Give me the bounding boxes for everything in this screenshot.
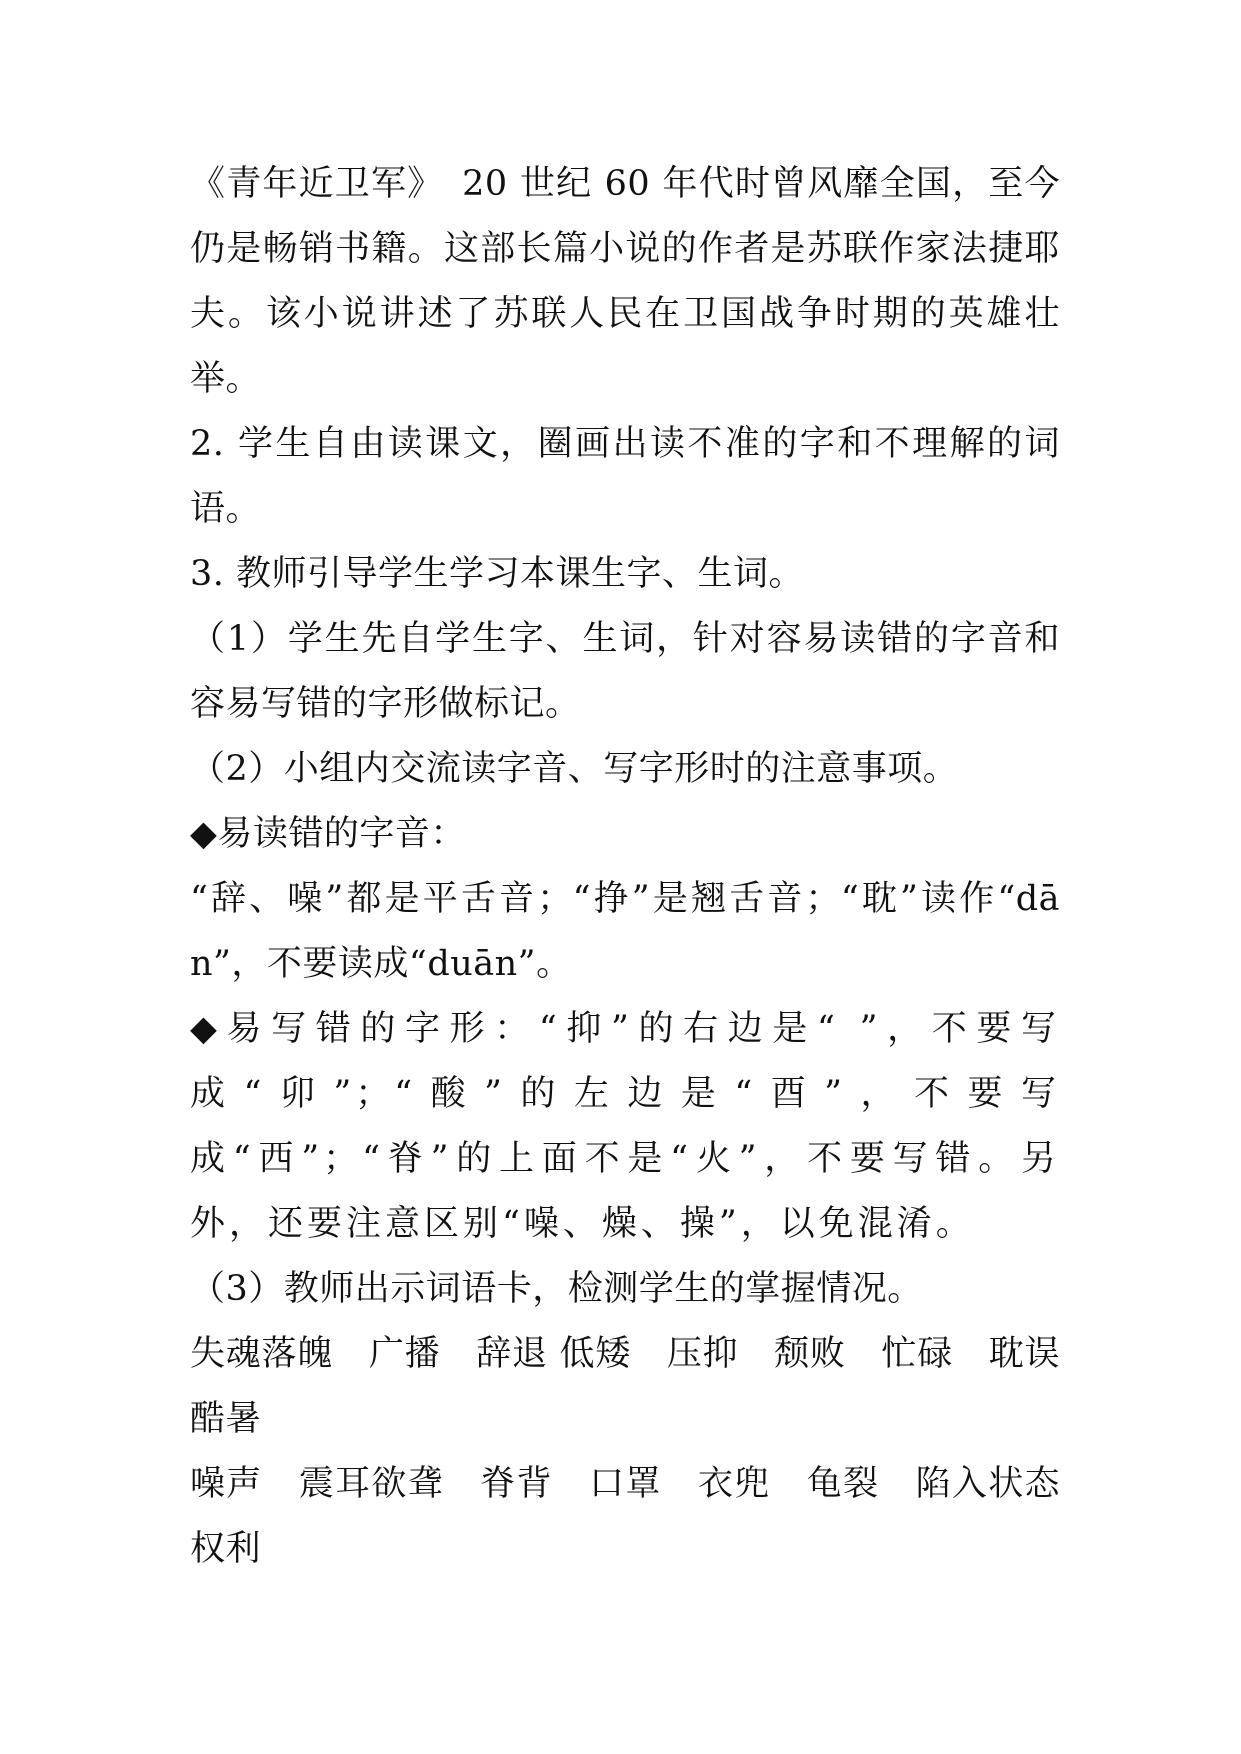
writing-notes: ◆易写错的字形：“抑”的右边是“ ”，不要写成“卯”；“酸”的左边是“酉”，不要写成“西”；“脊”的上面不是“火”，不要写错。另外，还要注意区别“噪、燥、操”，以免混淆。: [190, 1009, 1060, 1244]
pronunciation-heading: ◆易读错的字音：: [190, 814, 466, 854]
step-3-paragraph: 3. 教师引导学生学习本课生字、生词。: [190, 554, 805, 594]
substep-1-paragraph: （1）学生先自学生字、生词，针对容易读错的字音和容易写错的字形做标记。: [190, 619, 1060, 724]
pronunciation-notes: “辞、噪”都是平舌音；“挣”是翘舌音；“耽”读作“dān”，不要读成“duān”。: [190, 879, 1060, 984]
substep-2-paragraph: （2）小组内交流读字音、写字形时的注意事项。: [190, 749, 959, 789]
word-list-2: 噪声 震耳欲聋 脊背 口罩 衣兜 龟裂 陷入状态 权利: [190, 1464, 1096, 1569]
intro-paragraph: 《青年近卫军》 20 世纪 60 年代时曾风靡全国，至今仍是畅销书籍。这部长篇小说的作者是苏联作家法捷耶夫。该小说讲述了苏联人民在卫国战争时期的英雄壮举。: [190, 164, 1060, 399]
word-list-1: 失魂落魄 广播 辞退 低矮 压抑 颓败 忙碌 耽误 酷暑: [190, 1334, 1096, 1439]
step-2-paragraph: 2. 学生自由读课文，圈画出读不准的字和不理解的词语。: [190, 424, 1060, 529]
document-page: [190, 152, 1096, 1582]
substep-3-paragraph: （3）教师出示词语卡，检测学生的掌握情况。: [190, 1269, 923, 1309]
